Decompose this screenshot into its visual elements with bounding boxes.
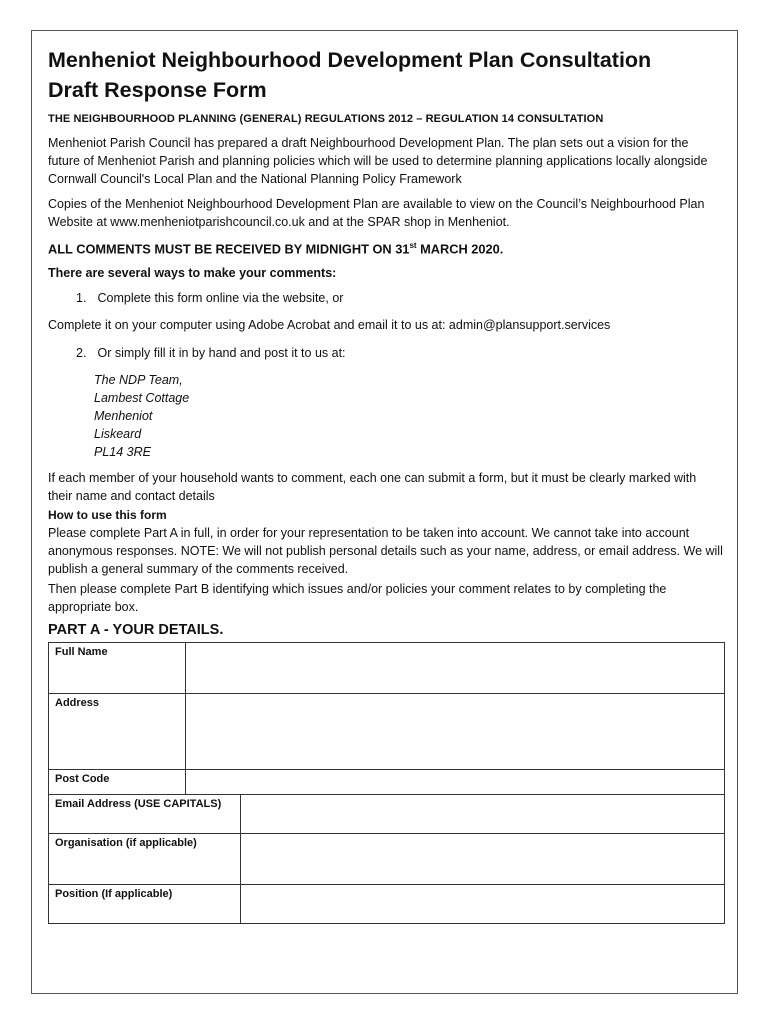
title-line-1: Menheniot Neighbourhood Development Plan Consultation bbox=[48, 48, 652, 72]
address-label: Address bbox=[48, 693, 186, 770]
option-1-number: 1. bbox=[76, 291, 87, 306]
full-name-field[interactable] bbox=[185, 642, 725, 694]
howto-paragraph: Please complete Part A in full, in order for your representation to be taken into account. We cannot take into account anonymous responses. NOTE: We will not publish personal details such as your name, address, or email address. We will publish a general summary of the comments received. bbox=[48, 526, 723, 577]
form-page bbox=[31, 30, 738, 994]
position-field[interactable] bbox=[240, 884, 725, 924]
deadline-text: ALL COMMENTS MUST BE RECEIVED BY MIDNIGHT ON 31 bbox=[48, 241, 410, 257]
email-label: Email Address (USE CAPITALS) bbox=[48, 794, 241, 834]
part-a-heading: PART A - YOUR DETAILS. bbox=[48, 622, 224, 639]
deadline-sup: st bbox=[409, 241, 417, 250]
option-online bbox=[76, 289, 723, 307]
option-2-text: Or simply fill it in by hand and post it to us at: bbox=[97, 346, 346, 361]
option-1-text: Complete this form online via the website, or bbox=[97, 291, 344, 306]
post-code-label: Post Code bbox=[48, 769, 186, 795]
post-code-field[interactable] bbox=[185, 769, 725, 795]
details-table bbox=[48, 642, 725, 924]
full-name-label: Full Name bbox=[48, 642, 186, 694]
intro-paragraph: Menheniot Parish Council has prepared a draft Neighbourhood Development Plan. The plan sets out a vision for the future of Menheniot Parish and planning policies which will be used to determine planning applications locally alongside Cornwall Council's Local Plan and the National Planning Policy Framework bbox=[48, 136, 708, 186]
deadline-text-end: MARCH 2020. bbox=[416, 241, 504, 257]
address-line-3: Menheniot bbox=[94, 409, 153, 424]
ways-heading: There are several ways to make your comments: bbox=[48, 266, 337, 281]
option-2-number: 2. bbox=[76, 346, 87, 361]
partb-paragraph: Then please complete Part B identifying which issues and/or policies your comment relates to by completing the appropriate box. bbox=[48, 582, 667, 615]
form-content bbox=[48, 45, 723, 924]
option-post bbox=[76, 344, 723, 362]
email-field[interactable] bbox=[240, 794, 725, 834]
organisation-field[interactable] bbox=[240, 833, 725, 885]
address-line-1: The NDP Team, bbox=[94, 373, 183, 388]
address-line-4: Liskeard bbox=[94, 427, 142, 442]
regulation-heading: THE NEIGHBOURHOOD PLANNING (GENERAL) REGULATIONS 2012 – REGULATION 14 CONSULTATION bbox=[48, 113, 604, 125]
address-field[interactable] bbox=[185, 693, 725, 770]
household-paragraph: If each member of your household wants to comment, each one can submit a form, but it must be clearly marked with their name and contact details bbox=[48, 471, 697, 504]
address-line-2: Lambest Cottage bbox=[94, 391, 190, 406]
howto-heading: How to use this form bbox=[48, 508, 167, 523]
form-title bbox=[48, 45, 723, 105]
deadline-notice bbox=[48, 241, 723, 256]
organisation-label: Organisation (if applicable) bbox=[48, 833, 241, 885]
copies-paragraph: Copies of the Menheniot Neighbourhood Development Plan are available to view on the Council’s Neighbourhood Plan Website at www.menheniotparishcouncil.co.uk and at the SPAR shop in Menheniot. bbox=[48, 197, 705, 229]
computer-paragraph: Complete it on your computer using Adobe Acrobat and email it to us at: admin@plansupport.services bbox=[48, 318, 611, 333]
postal-address bbox=[94, 371, 723, 461]
address-line-5: PL14 3RE bbox=[94, 445, 151, 460]
position-label: Position (If applicable) bbox=[48, 884, 241, 924]
title-line-2: Draft Response Form bbox=[48, 78, 267, 102]
